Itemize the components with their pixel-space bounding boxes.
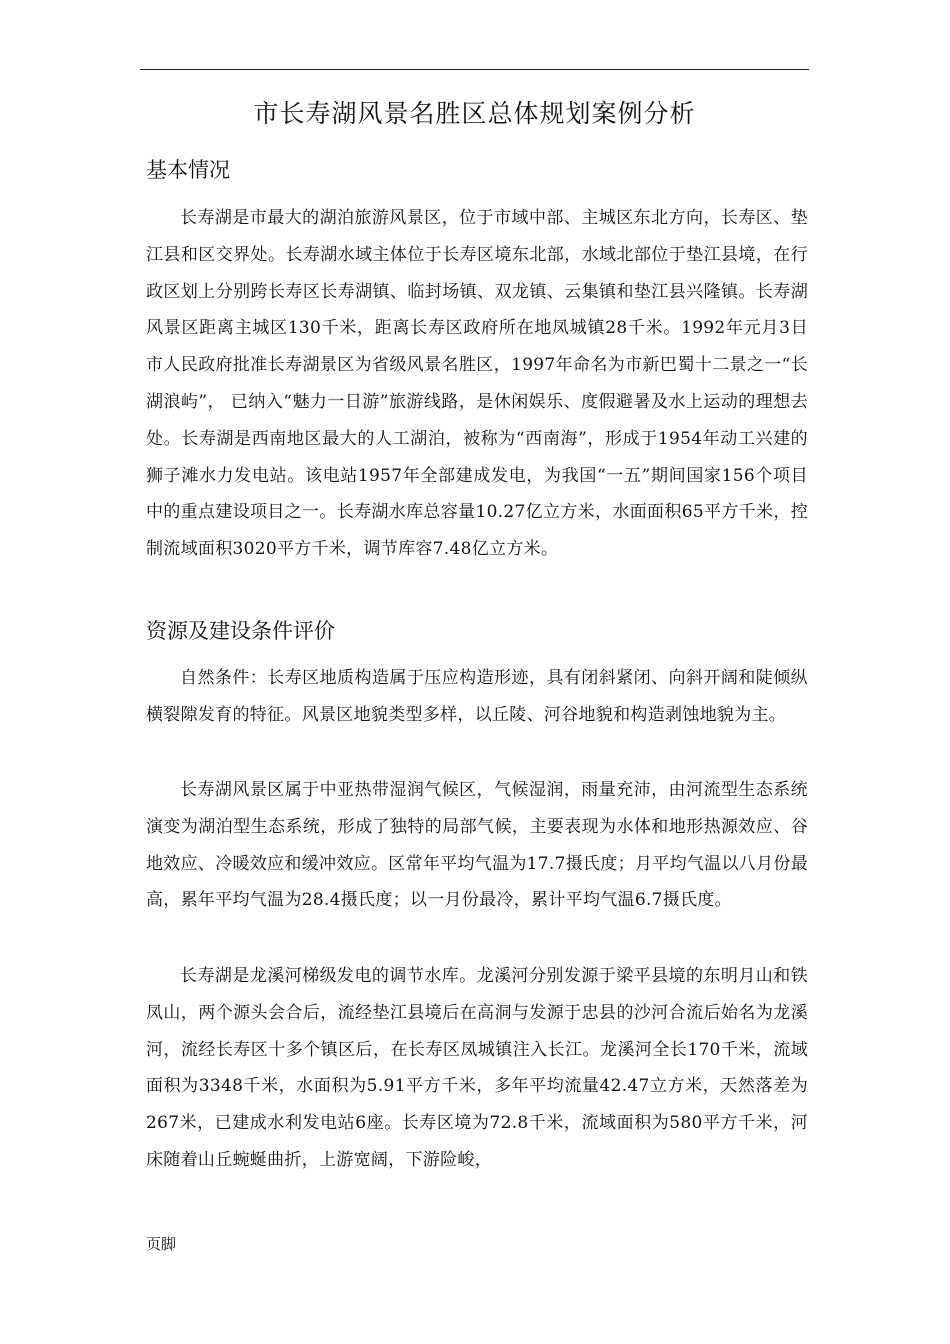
paragraph-hydrology: 长寿湖是龙溪河梯级发电的调节水库。龙溪河分别发源于梁平县境的东明月山和铁凤山，两个源头会合后，流经垫江县境后在高洞与发源于忠县的沙河合流后始名为龙溪河，流经长寿区十多个镇区后，在长寿区凤城镇注入长江。龙溪河全长170千米，流域面积为3348千米，水面积为5.91平方千米，多年平均流量42.47立方米，天然落差为267米，已建成水利发电站6座。长寿区境为72.8千米，流域面积为580平方千米，河床随着山丘蜿蜒曲折，上游宽阔，下游险峻， [146, 966, 808, 1170]
page-title: 市长寿湖风景名胜区总体规划案例分析 [253, 99, 696, 128]
paragraph-basic-info: 长寿湖是市最大的湖泊旅游风景区，位于市域中部、主城区东北方向，长寿区、垫江县和区交界处。长寿湖水域主体位于长寿区境东北部，水域北部位于垫江县境，在行政区划上分别跨长寿区长寿湖镇、临封场镇、双龙镇、云集镇和垫江县兴隆镇。长寿湖风景区距离主城区130千米，距离长寿区政府所在地凤城镇28千米。1992年元月3日市人民政府批准长寿湖景区为省级风景名胜区，1997年命名为市新巴蜀十二景之一“长湖浪屿”， 已纳入“魅力一日游”旅游线路，是休闲娱乐、度假避暑及水上运动的理想去处。长寿湖是西南地区最大的人工湖泊，被称为“西南海”，形成于1954年动工兴建的狮子滩水力发电站。该电站1957年全部建成发电，为我国“一五”期间国家156个项目中的重点建设项目之一。长寿湖水库总容量10.27亿立方米，水面面积65平方千米，控制流域面积3020平方千米，调节库容7.48亿立方米。 [146, 208, 808, 560]
section-heading-basic-info: 基本情况 [146, 158, 230, 182]
section-heading-resources: 资源及建设条件评价 [146, 619, 335, 643]
paragraph-climate: 长寿湖风景区属于中亚热带湿润气候区，气候湿润，雨量充沛，由河流型生态系统演变为湖泊型生态系统，形成了独特的局部气候，主要表现为水体和地形热源效应、谷地效应、冷暖效应和缓冲效应。区常年平均气温为17.7摄氏度；月平均气温以八月份最高，累年平均气温为28.4摄氏度；以一月份最冷，累计平均气温6.7摄氏度。 [146, 780, 808, 911]
header-rule [140, 69, 809, 70]
page-footer: 页脚 [146, 1235, 177, 1253]
paragraph-natural-conditions: 自然条件：长寿区地质构造属于压应构造形迹，具有闭斜紧闭、向斜开阔和陡倾纵横裂隙发育的特征。风景区地貌类型多样，以丘陵、河谷地貌和构造剥蚀地貌为主。 [146, 668, 808, 725]
